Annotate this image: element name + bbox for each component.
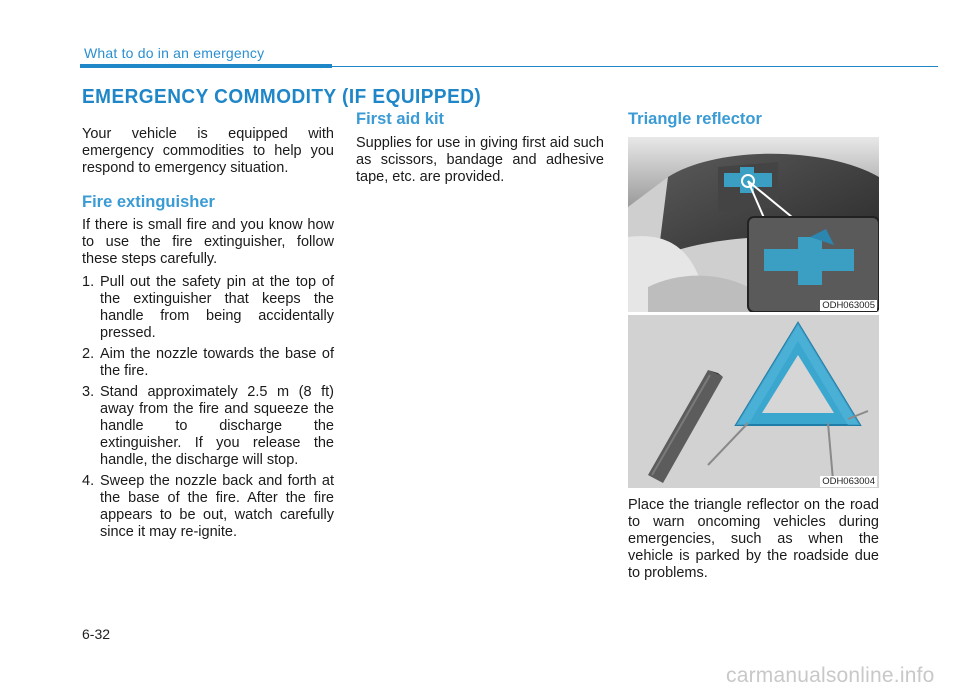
- triangle-reflector-heading: Triangle reflector: [628, 110, 762, 128]
- intro-paragraph: Your vehicle is equipped with emergency commodities to help you respond to emergency situation.: [82, 126, 334, 176]
- header-rule-thin: [332, 66, 938, 67]
- figure-code: ODH063004: [822, 476, 875, 487]
- first-aid-heading-wrap: [356, 110, 444, 129]
- page-number: 6-32: [82, 626, 111, 642]
- figure-code: ODH063005: [822, 300, 875, 311]
- column-left: [82, 126, 334, 545]
- triangle-illustration: [628, 315, 879, 488]
- list-item: 2. Aim the nozzle towards the base of the fire.: [82, 346, 334, 379]
- column-middle: [356, 135, 604, 186]
- list-item: 1. Pull out the safety pin at the top of the extinguisher that keeps the handle from being accidentally pressed.: [82, 274, 334, 341]
- first-aid-heading: First aid kit: [356, 110, 445, 128]
- fire-steps-list: [82, 274, 334, 541]
- first-aid-paragraph: Supplies for use in giving first aid such as scissors, bandage and adhesive tape, etc. are provided.: [356, 135, 604, 185]
- column-right: [628, 497, 879, 582]
- trunk-illustration: [628, 137, 879, 312]
- fire-extinguisher-heading: Fire extinguisher: [82, 193, 215, 211]
- triangle-heading-wrap: [628, 110, 762, 129]
- page-title: EMERGENCY COMMODITY (IF EQUIPPED): [82, 86, 482, 108]
- watermark: carmanualsonline.info: [726, 664, 935, 687]
- trunk-illustration-svg: [628, 137, 879, 312]
- header-rule-thick: [80, 64, 332, 68]
- triangle-illustration-svg: [628, 315, 879, 488]
- list-item: 3. Stand approximately 2.5 m (8 ft) away from the fire and squeeze the handle to discharge the extinguisher. If you release the handle, the discharge will stop.: [82, 384, 334, 468]
- list-item: 4. Sweep the nozzle back and forth at the base of the fire. After the fire appears to be out, watch carefully since it may re-ignite.: [82, 473, 334, 540]
- triangle-paragraph: Place the triangle reflector on the road to warn oncoming vehicles during emergencies, such as when the vehicle is parked by the roadside due to problems.: [628, 497, 879, 581]
- fire-intro-paragraph: If there is small fire and you know how to use the fire extinguisher, follow these steps carefully.: [82, 217, 334, 267]
- section-label: What to do in an emergency: [84, 45, 265, 61]
